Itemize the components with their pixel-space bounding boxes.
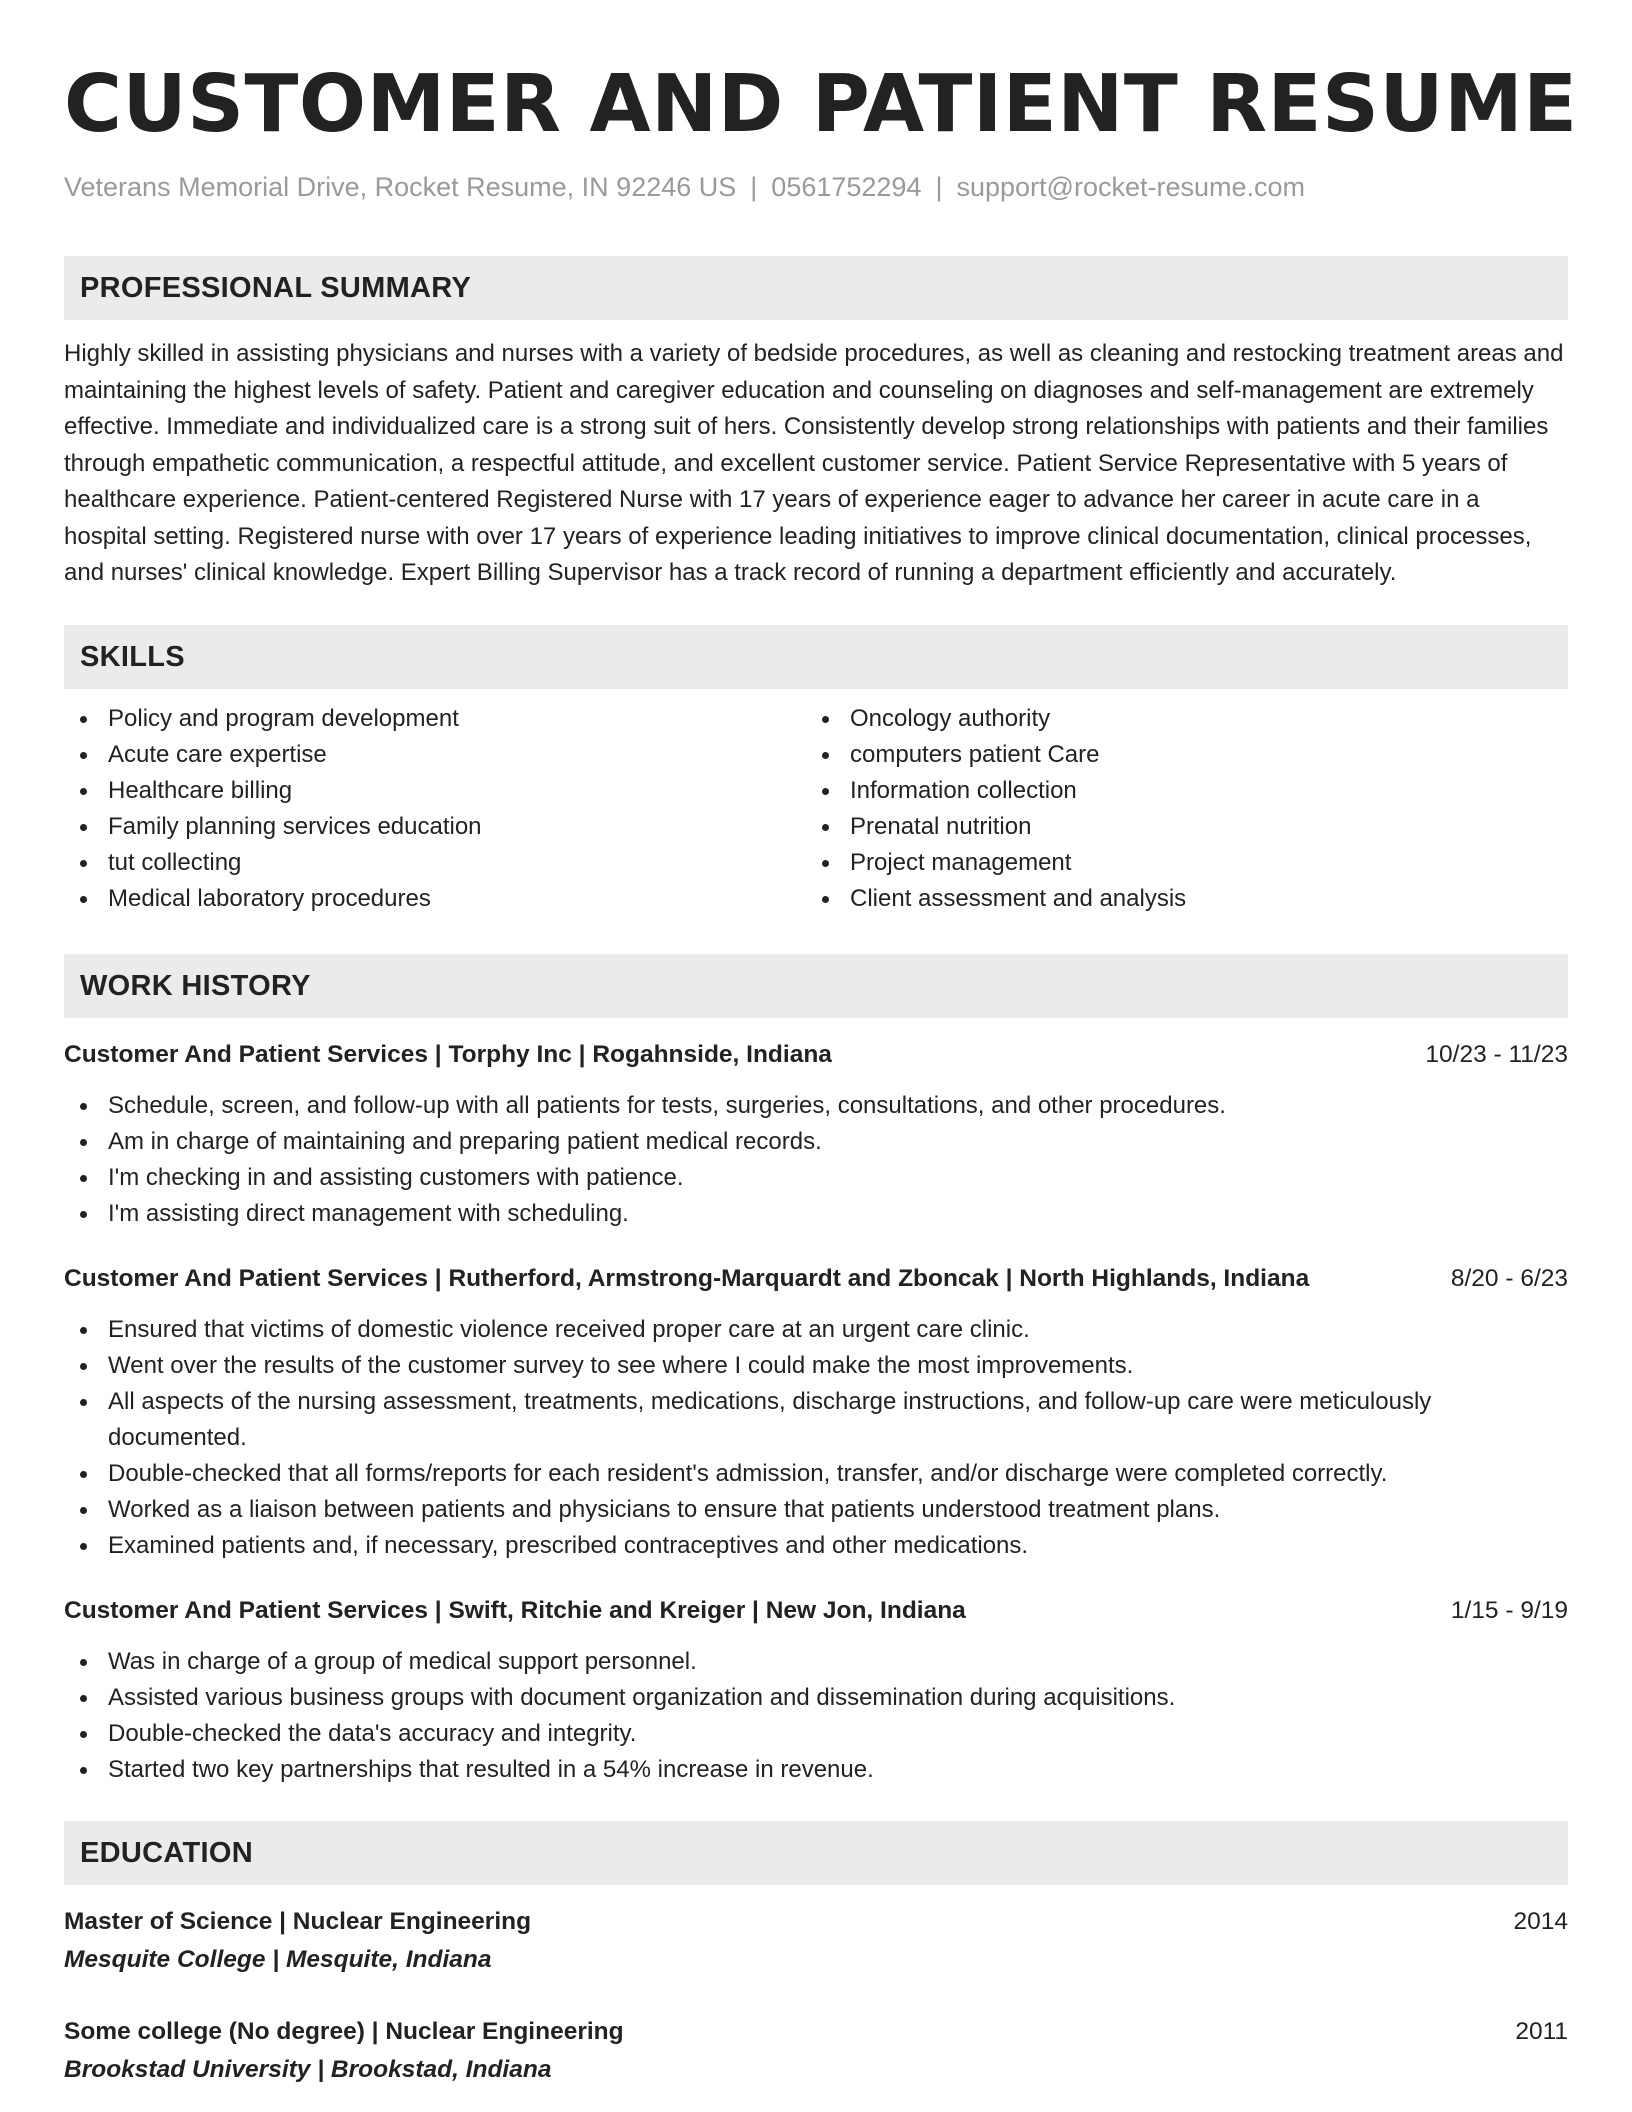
section-heading-education: EDUCATION xyxy=(64,1821,1568,1885)
job-dates: 8/20 - 6/23 xyxy=(1450,1264,1568,1292)
job-bullet: Examined patients and, if necessary, prescribed contraceptives and other medications. xyxy=(64,1528,1568,1564)
job-title: Customer And Patient Services | Torphy Inc | Rogahnside, Indiana xyxy=(64,1040,832,1068)
education-entry xyxy=(64,2015,1568,2087)
job-bullet: I'm assisting direct management with scheduling. xyxy=(64,1196,1568,1232)
education-school: Mesquite College | Mesquite, Indiana xyxy=(64,1945,492,1973)
job-entry xyxy=(64,1038,1568,1232)
skill-item: Oncology authority xyxy=(806,701,1548,737)
job-bullet: Ensured that victims of domestic violence received proper care at an urgent care clinic. xyxy=(64,1312,1568,1348)
education-header xyxy=(64,2015,1568,2049)
job-title: Customer And Patient Services | Swift, Ritchie and Kreiger | New Jon, Indiana xyxy=(64,1596,966,1624)
skill-item: Information collection xyxy=(806,773,1548,809)
education-degree: Some college (No degree) | Nuclear Engineering xyxy=(64,2017,624,2045)
skill-item: tut collecting xyxy=(64,845,806,881)
job-header xyxy=(64,1594,1568,1628)
section-heading-summary: PROFESSIONAL SUMMARY xyxy=(64,256,1568,320)
skills-column-right xyxy=(806,701,1548,917)
contact-line xyxy=(64,170,1568,204)
job-bullet: Worked as a liaison between patients and physicians to ensure that patients understood treatment plans. xyxy=(64,1492,1568,1528)
contact-address: Veterans Memorial Drive, Rocket Resume, IN 92246 US xyxy=(64,172,737,202)
skill-item: Acute care expertise xyxy=(64,737,806,773)
skill-item: Client assessment and analysis xyxy=(806,881,1548,917)
education-school: Brookstad University | Brookstad, Indiana xyxy=(64,2055,552,2083)
job-bullet: Went over the results of the customer survey to see where I could make the most improvements. xyxy=(64,1348,1568,1384)
skill-item: Family planning services education xyxy=(64,809,806,845)
job-header xyxy=(64,1262,1568,1296)
skill-item: Policy and program development xyxy=(64,701,806,737)
skill-item: computers patient Care xyxy=(806,737,1548,773)
job-bullet: Double-checked the data's accuracy and integrity. xyxy=(64,1716,1568,1752)
job-bullet: I'm checking in and assisting customers with patience. xyxy=(64,1160,1568,1196)
skill-item: Prenatal nutrition xyxy=(806,809,1548,845)
job-bullet: Started two key partnerships that resulted in a 54% increase in revenue. xyxy=(64,1752,1568,1788)
summary-paragraph: Highly skilled in assisting physicians and nurses with a variety of bedside procedures, as well as cleaning and restocking treatment areas and maintaining the highest levels of safety. Patient and caregiver education and counseling on diagnoses and self-management are extremely effective. Immediate and individualized care is a strong suit of hers. Consistently develop strong relationships with patients and their families through empathetic communication, a respectful attitude, and excellent customer service. Patient Service Representative with 5 years of healthcare experience. Patient-centered Registered Nurse with 17 years of experience eager to advance her career in acute care in a hospital setting. Registered nurse with over 17 years of experience leading initiatives to improve clinical documentation, clinical processes, and nurses' clinical knowledge. Expert Billing Supervisor has a track record of running a department efficiently and accurately. xyxy=(64,340,1564,586)
job-bullet: All aspects of the nursing assessment, treatments, medications, discharge instructions, and follow-up care were meticulously documented. xyxy=(64,1384,1568,1456)
education-entry xyxy=(64,1905,1568,1977)
skills-list xyxy=(64,701,1568,917)
job-bullets xyxy=(64,1644,1568,1788)
contact-email: support@rocket-resume.com xyxy=(956,172,1306,202)
job-bullet: Assisted various business groups with document organization and dissemination during acquisitions. xyxy=(64,1680,1568,1716)
job-bullets xyxy=(64,1088,1568,1232)
job-header xyxy=(64,1038,1568,1072)
job-dates: 1/15 - 9/19 xyxy=(1450,1596,1568,1624)
education-year: 2014 xyxy=(1513,1907,1568,1935)
resume-title: CUSTOMER AND PATIENT RESUME xyxy=(64,58,1578,150)
job-bullets xyxy=(64,1312,1568,1564)
resume-page xyxy=(64,0,1578,2087)
job-bullet: Double-checked that all forms/reports for each resident's admission, transfer, and/or discharge were completed correctly. xyxy=(64,1456,1568,1492)
contact-separator: | xyxy=(750,172,758,202)
job-dates: 10/23 - 11/23 xyxy=(1425,1040,1568,1068)
education-year: 2011 xyxy=(1515,2017,1568,2045)
section-heading-work-history: WORK HISTORY xyxy=(64,954,1568,1018)
education-header xyxy=(64,1905,1568,1939)
section-heading-skills: SKILLS xyxy=(64,625,1568,689)
job-bullet: Am in charge of maintaining and preparing patient medical records. xyxy=(64,1124,1568,1160)
skill-item: Medical laboratory procedures xyxy=(64,881,806,917)
job-bullet: Schedule, screen, and follow-up with all patients for tests, surgeries, consultations, and other procedures. xyxy=(64,1088,1568,1124)
skill-item: Project management xyxy=(806,845,1548,881)
education-degree: Master of Science | Nuclear Engineering xyxy=(64,1907,532,1935)
skills-column-left xyxy=(64,701,806,917)
contact-separator: | xyxy=(935,172,943,202)
job-entry xyxy=(64,1594,1568,1788)
job-bullet: Was in charge of a group of medical support personnel. xyxy=(64,1644,1568,1680)
skill-item: Healthcare billing xyxy=(64,773,806,809)
job-entry xyxy=(64,1262,1568,1564)
job-title: Customer And Patient Services | Rutherford, Armstrong-Marquardt and Zboncak | North Highlands, Indiana xyxy=(64,1264,1310,1292)
contact-phone: 0561752294 xyxy=(771,172,922,202)
